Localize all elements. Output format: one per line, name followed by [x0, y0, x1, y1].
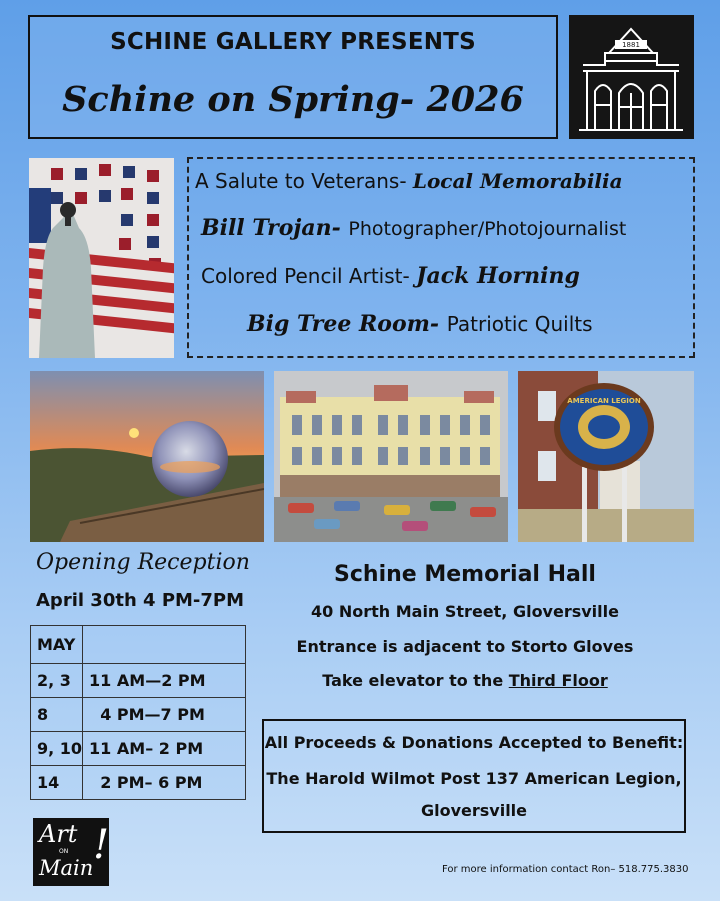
venue-address: 40 North Main Street, Gloversville: [311, 602, 619, 621]
logo-year: 1881: [622, 41, 640, 49]
table-row: [31, 766, 246, 800]
days-cell: 2, 3: [31, 664, 83, 698]
table-row: [31, 698, 246, 732]
exhibit-veterans: [195, 169, 623, 193]
benefit-line-3: Gloversville: [420, 801, 528, 820]
table-row: [31, 664, 246, 698]
show-title: Schine on Spring- 2026: [62, 79, 524, 120]
opening-reception-title: Opening Reception: [36, 550, 250, 575]
third-floor-text: Third Floor: [508, 671, 608, 690]
exhibit-big-tree-room-subject: Patriotic Quilts: [446, 312, 593, 336]
art-logo-exclamation: !: [93, 822, 109, 868]
building-icon: [569, 15, 694, 139]
benefit-line-1: All Proceeds & Donations Accepted to Benefit:: [264, 733, 684, 752]
hours-cell: 4 PM—7 PM: [83, 698, 246, 732]
days-cell: 9, 10: [31, 732, 83, 766]
hours-cell: 2 PM– 6 PM: [83, 766, 246, 800]
art-logo-main: Main: [39, 856, 94, 880]
opening-reception-time: April 30th 4 PM-7PM: [36, 590, 245, 611]
venue-elevator-note: [270, 671, 660, 690]
table-row: [31, 732, 246, 766]
benefit-line-2: The Harold Wilmot Post 137 American Legion,: [266, 769, 682, 788]
hours-cell: 11 AM—2 PM: [83, 664, 246, 698]
venue-name: Schine Memorial Hall: [334, 562, 596, 587]
exhibit-jack-horning-name: Jack Horning: [416, 263, 580, 289]
art-on-main-logo: [33, 818, 109, 886]
venue-entrance-note: Entrance is adjacent to Storto Gloves: [296, 637, 634, 656]
exhibit-big-tree-room: [247, 311, 593, 337]
exhibit-jack-horning-role: Colored Pencil Artist-: [201, 264, 417, 288]
empty-header-cell: [83, 626, 246, 664]
exhibit-bill-trojan-name: Bill Trojan-: [201, 215, 349, 241]
month-cell: MAY: [31, 626, 83, 664]
contact-info: For more information contact Ron– 518.775.3830: [442, 864, 689, 875]
exhibit-bill-trojan-role: Photographer/Photojournalist: [348, 218, 627, 240]
exhibit-jack-horning: [201, 263, 580, 289]
american-legion-sign-photo: [518, 371, 694, 542]
presents-heading: SCHINE GALLERY PRESENTS: [110, 29, 476, 55]
schine-hall-painting-photo: [274, 371, 508, 542]
exhibits-box: [187, 157, 695, 358]
days-cell: 8: [31, 698, 83, 732]
quilt-uniform-photo: [29, 158, 174, 358]
exhibit-veterans-subject: Local Memorabilia: [412, 169, 623, 193]
art-logo-on: ON: [59, 848, 69, 855]
elevator-prefix: Take elevator to the: [322, 671, 509, 690]
table-header-row: [31, 626, 246, 664]
art-logo-art: Art: [39, 820, 78, 848]
sunset-crystal-ball-photo: [30, 371, 264, 542]
benefit-box: [262, 719, 686, 833]
days-cell: 14: [31, 766, 83, 800]
may-schedule-table: [30, 625, 246, 800]
schine-building-logo: [569, 15, 694, 139]
exhibit-big-tree-room-name: Big Tree Room-: [247, 311, 447, 337]
exhibit-bill-trojan: [201, 215, 626, 241]
title-box: [28, 15, 558, 139]
hours-cell: 11 AM– 2 PM: [83, 732, 246, 766]
legion-sign-text: AMERICAN LEGION: [567, 397, 641, 405]
exhibit-veterans-label: A Salute to Veterans-: [195, 169, 413, 193]
